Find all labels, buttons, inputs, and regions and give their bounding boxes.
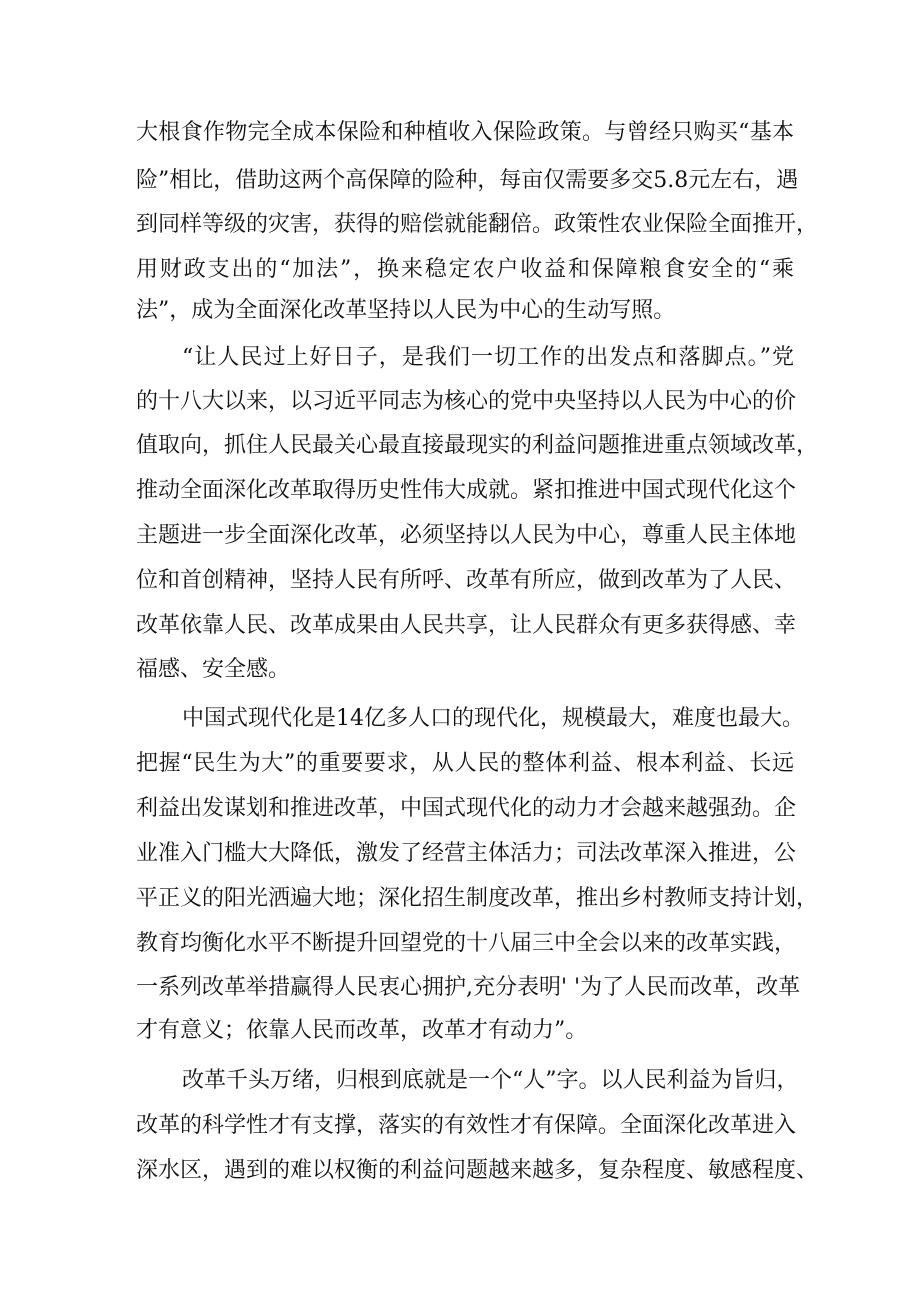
paragraph-1-line-2: 险”相比，借助这两个高保障的险种，每亩仅需要多交5.8元左右，遇 <box>136 168 799 193</box>
paragraph-2-line-4: 推动全面深化改革取得历史性伟大成就。紧扣推进中国式现代化这个 <box>136 478 797 503</box>
paragraph-3-line-8: 才有意义；依靠人民而改革，改革才有动力”。 <box>136 1018 588 1043</box>
paragraph-2-line-8: 福感、安全感。 <box>136 657 291 682</box>
paragraph-4-line-2: 改革的科学性才有支撑，落实的有效性才有保障。全面深化改革进入 <box>136 1113 797 1138</box>
paragraph-2-line-1: “让人民过上好日子，是我们一切工作的出发点和落脚点。”党 <box>182 345 794 370</box>
paragraph-2-line-2: 的十八大以来，以习近平同志为核心的党中央坚持以人民为中心的价 <box>136 389 797 414</box>
paragraph-3-line-2: 把握“民生为大”的重要要求，从人民的整体利益、根本利益、长远 <box>136 751 794 776</box>
paragraph-2-line-5: 主题进一步全面深化改革，必须坚持以人民为中心，尊重人民主体地 <box>136 523 797 548</box>
paragraph-3-line-1: 中国式现代化是14亿多人口的现代化，规模最大，难度也最大。 <box>182 706 804 731</box>
paragraph-3-line-6: 教育均衡化水平不断提升回望党的十八届三中全会以来的改革实践， <box>136 931 797 956</box>
paragraph-1-line-4: 用财政支出的“加法”，换来稳定农户收益和保障粮食安全的“乘 <box>136 257 794 282</box>
paragraph-3-line-4: 业准入门槛大大降低，激发了经营主体活力；司法改革深入推进，公 <box>136 841 797 866</box>
paragraph-1-line-5: 法”，成为全面深化改革坚持以人民为中心的生动写照。 <box>136 298 676 323</box>
paragraph-1-line-1: 大根食作物完全成本保险和种植收入保险政策。与曾经只购买“基本 <box>136 120 794 145</box>
paragraph-4-line-1: 改革千头万绪，归根到底就是一个“人”字。以人民利益为旨归， <box>182 1068 799 1093</box>
paragraph-4-line-3: 深水区，遇到的难以权衡的利益问题越来越多，复杂程度、敏感程度、 <box>136 1158 819 1183</box>
paragraph-1-line-3: 到同样等级的灾害，获得的赔偿就能翻倍。政策性农业保险全面推开， <box>136 212 819 237</box>
paragraph-3-line-7: 一系列改革举措赢得人民衷心拥护,充分表明' '为了人民而改革，改革 <box>136 975 801 1000</box>
paragraph-3-line-5: 平正义的阳光洒遍大地；深化招生制度改革，推出乡村教师支持计划， <box>136 886 819 911</box>
paragraph-2-line-6: 位和首创精神，坚持人民有所呼、改革有所应，做到改革为了人民、 <box>136 568 797 593</box>
paragraph-2-line-3: 值取向，抓住人民最关心最直接最现实的利益问题推进重点领域改革， <box>136 433 819 458</box>
paragraph-3-line-3: 利益出发谋划和推进改革，中国式现代化的动力才会越来越强劲。企 <box>136 796 797 821</box>
paragraph-2-line-7: 改革依靠人民、改革成果由人民共享，让人民群众有更多获得感、幸 <box>136 613 797 638</box>
